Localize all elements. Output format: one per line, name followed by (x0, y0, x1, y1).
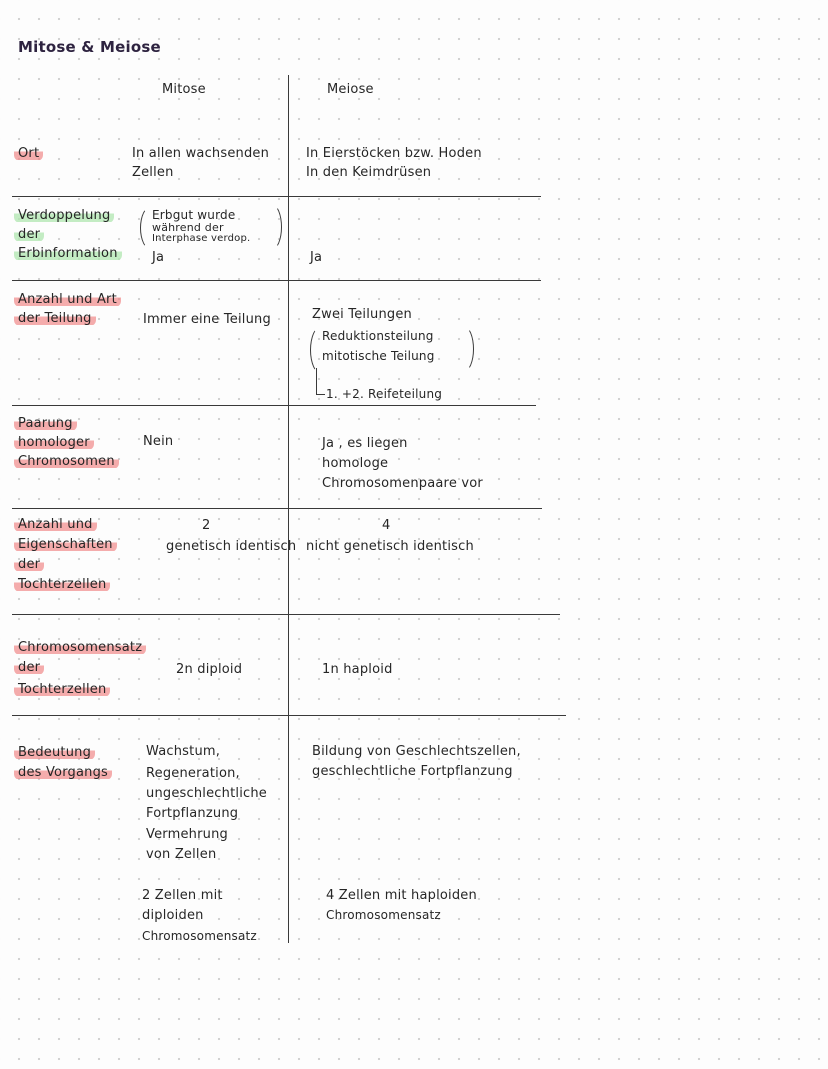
row-label-verdoppelung-line2: der (18, 225, 44, 244)
teilung-meiose-sub1: Reduktionsteilung (322, 329, 434, 343)
teilung-meiose: Zwei Teilungen (312, 307, 413, 322)
row-label-tochterzellen-line3: der (18, 555, 44, 574)
bedeutung-mitose-extra-line3: Chromosomensatz (142, 929, 257, 943)
tochterzellen-mitose-number: 2 (202, 518, 211, 533)
tochterzellen-meiose-number: 4 (382, 518, 391, 533)
paarung-mitose: Nein (143, 434, 174, 449)
row-label-paarung-line2: homologer (18, 433, 94, 452)
close-paren (262, 204, 282, 250)
row-label-tochterzellen-line2: Eigenschaften (18, 535, 117, 554)
row-label-teilung-line1: Anzahl und Art (18, 290, 121, 309)
page-title: Mitose & Meiose (18, 38, 161, 56)
bedeutung-mitose-extra-line2: diploiden (142, 908, 204, 923)
ort-meiose-line2: In den Keimdrüsen (306, 165, 432, 180)
tochterzellen-mitose: genetisch identisch (166, 539, 297, 554)
chromosomensatz-mitose: 2n diploid (176, 662, 243, 677)
row-label-teilung-line2: der Teilung (18, 309, 96, 328)
row-label-chromosomensatz-line1: Chromosomensatz (18, 638, 146, 657)
row-divider (12, 405, 536, 406)
bedeutung-meiose-extra-line2: Chromosomensatz (326, 908, 441, 922)
verdoppelung-note-line3: Interphase verdop. (152, 233, 251, 244)
row-label-ort: Ort (18, 144, 43, 163)
paarung-meiose-line2: homologe (322, 456, 389, 471)
row-label-bedeutung-line2: des Vorgangs (18, 763, 112, 782)
ort-mitose-line2: Zellen (132, 165, 174, 180)
teilung-meiose-sub2: mitotische Teilung (322, 349, 435, 363)
bedeutung-mitose-line6: von Zellen (146, 847, 217, 862)
row-label-tochterzellen-line4: Tochterzellen (18, 575, 110, 594)
teilung-mitose: Immer eine Teilung (143, 312, 271, 327)
column-divider (288, 75, 289, 943)
bedeutung-meiose-extra-line1: 4 Zellen mit haploiden (326, 888, 477, 903)
row-label-paarung-line3: Chromosomen (18, 452, 119, 471)
bedeutung-mitose-line3: ungeschlechtliche (146, 786, 267, 801)
paarung-meiose-line1: Ja , es liegen (322, 436, 408, 451)
paarung-meiose-line3: Chromosomenpaare vor (322, 476, 483, 491)
row-divider (12, 280, 541, 281)
verdoppelung-note-line1: Erbgut wurde (152, 208, 236, 222)
verdoppelung-note-line2: während der (152, 221, 224, 234)
verdoppelung-mitose: Ja (152, 250, 165, 265)
close-paren (454, 326, 474, 372)
row-label-verdoppelung-line1: Verdoppelung (18, 206, 114, 225)
column-header-mitose: Mitose (162, 82, 206, 97)
row-label-chromosomensatz-line2: der (18, 658, 44, 677)
row-divider (12, 614, 560, 615)
row-label-verdoppelung-line3: Erbinformation (18, 244, 122, 263)
tochterzellen-meiose: nicht genetisch identisch (306, 539, 474, 554)
row-divider (12, 508, 542, 509)
column-header-meiose: Meiose (327, 82, 374, 97)
row-divider (12, 196, 541, 197)
bedeutung-meiose-line1: Bildung von Geschlechtszellen, (312, 744, 521, 759)
row-label-tochterzellen-line1: Anzahl und (18, 515, 97, 534)
bedeutung-meiose-line2: geschlechtliche Fortpflanzung (312, 764, 513, 779)
row-label-chromosomensatz-line3: Tochterzellen (18, 680, 110, 699)
verdoppelung-meiose: Ja (310, 250, 323, 265)
bedeutung-mitose-line4: Fortpflanzung (146, 806, 239, 821)
bedeutung-mitose-extra-line1: 2 Zellen mit (142, 888, 223, 903)
row-divider (12, 715, 566, 716)
row-label-bedeutung-line1: Bedeutung (18, 743, 95, 762)
teilung-meiose-arrow-text: 1. +2. Reifeteilung (326, 387, 443, 401)
chromosomensatz-meiose: 1n haploid (322, 662, 393, 677)
arrow-icon (316, 368, 325, 395)
bedeutung-mitose-line5: Vermehrung (146, 827, 228, 842)
ort-mitose-line1: In allen wachsenden (132, 146, 270, 161)
ort-meiose-line1: In Eierstöcken bzw. Hoden (306, 146, 482, 161)
row-label-paarung-line1: Paarung (18, 414, 77, 433)
bedeutung-mitose-line2: Regeneration, (146, 766, 240, 781)
bedeutung-mitose-line1: Wachstum, (146, 744, 221, 759)
